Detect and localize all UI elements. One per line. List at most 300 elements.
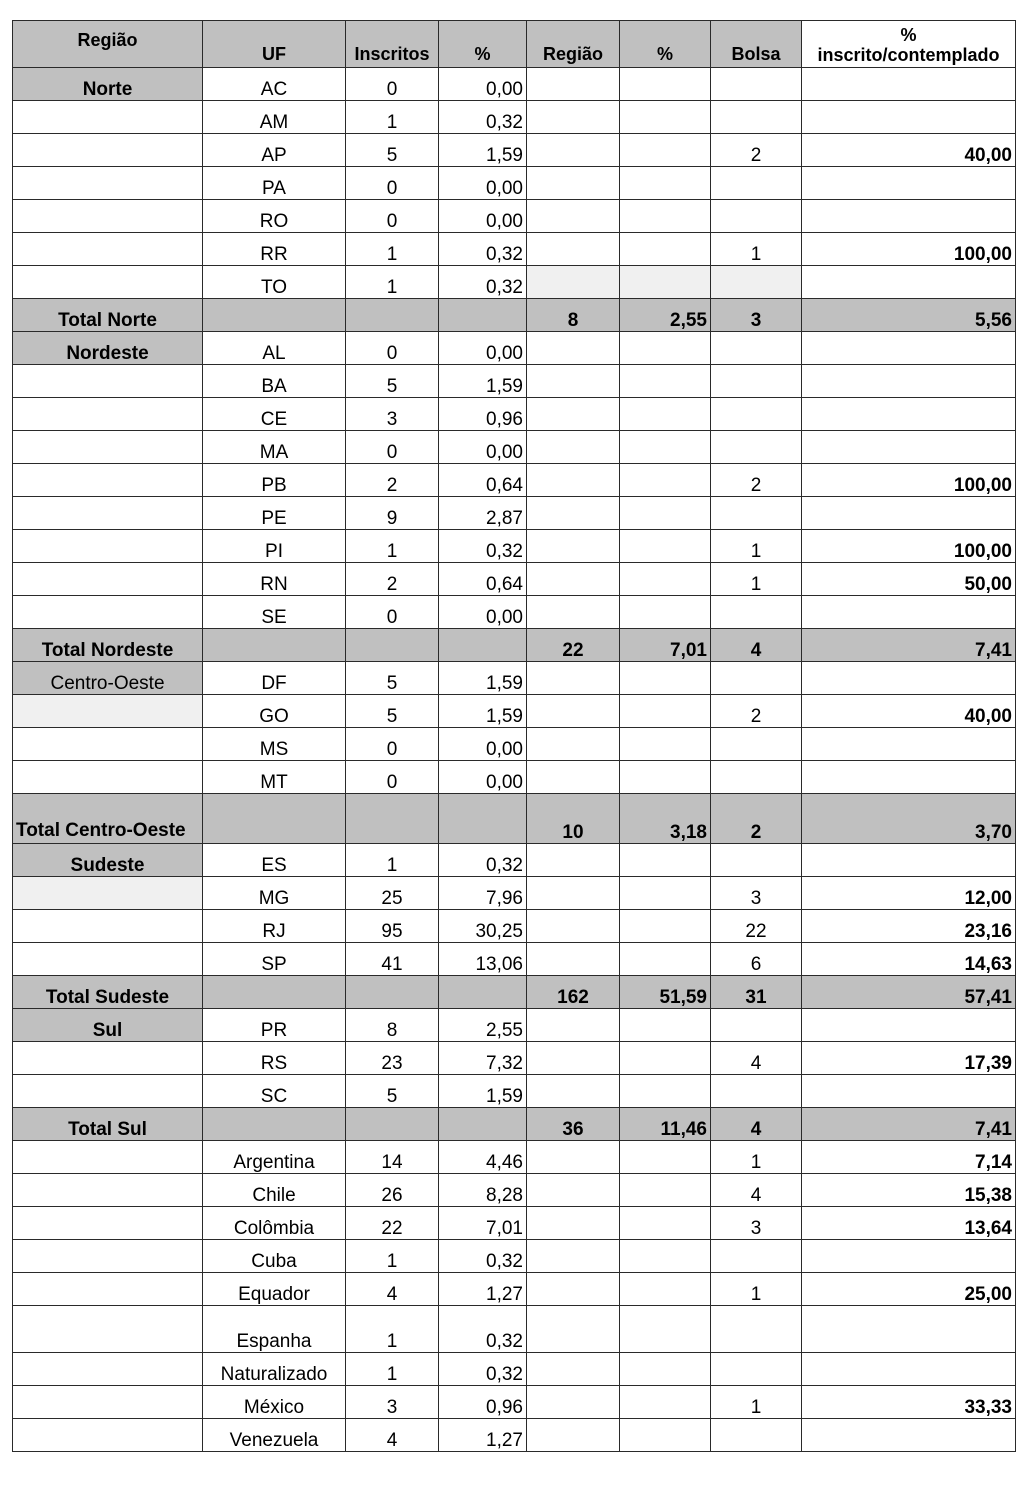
total-blank — [346, 794, 439, 844]
regiao-total-cell — [527, 530, 620, 563]
uf-cell: Chile — [203, 1174, 346, 1207]
bolsa-cell — [711, 728, 802, 761]
bolsa-cell — [711, 365, 802, 398]
ratio-cell: 23,16 — [802, 910, 1016, 943]
regiao-total-cell — [527, 1306, 620, 1353]
pct-cell: 1,27 — [439, 1273, 527, 1306]
regiao-total-cell — [527, 398, 620, 431]
pct-cell: 1,59 — [439, 1075, 527, 1108]
header-pct-label: inscrito/contemplado — [817, 45, 1000, 65]
total-label: Total Centro-Oeste — [13, 794, 203, 844]
pct-total-cell — [620, 910, 711, 943]
uf-cell: México — [203, 1386, 346, 1419]
region-cell — [13, 101, 203, 134]
pct-cell: 0,32 — [439, 1353, 527, 1386]
uf-cell: AP — [203, 134, 346, 167]
region-cell — [13, 266, 203, 299]
pct-total-cell — [620, 530, 711, 563]
uf-cell: Espanha — [203, 1306, 346, 1353]
table-row — [13, 1009, 1016, 1042]
pct-total-cell — [620, 134, 711, 167]
bolsa-cell — [711, 1306, 802, 1353]
pct-cell: 2,87 — [439, 497, 527, 530]
table-row — [13, 101, 1016, 134]
table-row — [13, 761, 1016, 794]
region-name: Centro-Oeste — [13, 662, 203, 695]
total-bolsa-cell: 2 — [711, 794, 802, 844]
inscritos-cell: 5 — [346, 695, 439, 728]
inscritos-cell: 0 — [346, 431, 439, 464]
region-cell — [13, 398, 203, 431]
total-blank — [439, 1108, 527, 1141]
regiao-total-cell — [527, 167, 620, 200]
ratio-cell — [802, 1009, 1016, 1042]
regiao-total-cell — [527, 695, 620, 728]
uf-cell: PI — [203, 530, 346, 563]
total-label: Total Sudeste — [13, 976, 203, 1009]
region-cell — [13, 728, 203, 761]
table-row — [13, 844, 1016, 877]
bolsa-cell — [711, 101, 802, 134]
table-row — [13, 1273, 1016, 1306]
region-cell — [13, 1273, 203, 1306]
region-cell — [13, 530, 203, 563]
ratio-cell — [802, 398, 1016, 431]
inscritos-cell: 5 — [346, 662, 439, 695]
regiao-total-cell — [527, 1009, 620, 1042]
header-inscritos: Inscritos — [346, 21, 439, 68]
region-cell — [13, 910, 203, 943]
total-regiao-cell: 10 — [527, 794, 620, 844]
enrollment-table — [12, 20, 1016, 1452]
region-cell — [13, 1240, 203, 1273]
inscritos-cell: 0 — [346, 332, 439, 365]
bolsa-cell: 3 — [711, 1207, 802, 1240]
ratio-cell: 7,14 — [802, 1141, 1016, 1174]
ratio-cell: 15,38 — [802, 1174, 1016, 1207]
table-row — [13, 877, 1016, 910]
region-cell — [13, 1419, 203, 1452]
regiao-total-cell — [527, 761, 620, 794]
uf-cell: Venezuela — [203, 1419, 346, 1452]
inscritos-cell: 1 — [346, 1240, 439, 1273]
uf-cell: SC — [203, 1075, 346, 1108]
regiao-total-cell — [527, 1042, 620, 1075]
regiao-total-cell — [527, 596, 620, 629]
uf-cell: RN — [203, 563, 346, 596]
total-blank — [203, 629, 346, 662]
total-blank — [346, 976, 439, 1009]
pct-cell: 0,64 — [439, 464, 527, 497]
region-name: Norte — [13, 68, 203, 101]
bolsa-cell — [711, 1353, 802, 1386]
inscritos-cell: 0 — [346, 761, 439, 794]
regiao-total-cell — [527, 365, 620, 398]
inscritos-cell: 0 — [346, 596, 439, 629]
regiao-total-cell — [527, 1075, 620, 1108]
total-bolsa-cell: 4 — [711, 1108, 802, 1141]
total-bolsa-cell: 3 — [711, 299, 802, 332]
table-row — [13, 398, 1016, 431]
regiao-total-cell — [527, 877, 620, 910]
regiao-total-cell — [527, 200, 620, 233]
pct-total-cell — [620, 1419, 711, 1452]
uf-cell: CE — [203, 398, 346, 431]
pct-cell: 30,25 — [439, 910, 527, 943]
uf-cell: MG — [203, 877, 346, 910]
region-cell — [13, 1353, 203, 1386]
bolsa-cell — [711, 200, 802, 233]
uf-cell: PE — [203, 497, 346, 530]
ratio-cell: 40,00 — [802, 695, 1016, 728]
total-ratio-cell: 7,41 — [802, 1108, 1016, 1141]
uf-cell: Colômbia — [203, 1207, 346, 1240]
uf-cell: PA — [203, 167, 346, 200]
inscritos-cell: 1 — [346, 266, 439, 299]
uf-cell: PB — [203, 464, 346, 497]
uf-cell: Cuba — [203, 1240, 346, 1273]
ratio-cell — [802, 844, 1016, 877]
table-row — [13, 1386, 1016, 1419]
ratio-cell — [802, 68, 1016, 101]
pct-cell: 0,00 — [439, 167, 527, 200]
total-pct-cell: 51,59 — [620, 976, 711, 1009]
total-ratio-cell: 7,41 — [802, 629, 1016, 662]
ratio-cell — [802, 266, 1016, 299]
pct-total-cell — [620, 728, 711, 761]
bolsa-cell — [711, 497, 802, 530]
table-row — [13, 1141, 1016, 1174]
bolsa-cell: 4 — [711, 1042, 802, 1075]
table-row — [13, 167, 1016, 200]
inscritos-cell: 1 — [346, 1306, 439, 1353]
ratio-cell: 100,00 — [802, 233, 1016, 266]
bolsa-cell: 1 — [711, 233, 802, 266]
pct-cell: 1,59 — [439, 662, 527, 695]
inscritos-cell: 25 — [346, 877, 439, 910]
regiao-total-cell — [527, 1419, 620, 1452]
pct-total-cell — [620, 1273, 711, 1306]
total-regiao-cell: 8 — [527, 299, 620, 332]
regiao-total-cell — [527, 134, 620, 167]
ratio-cell: 12,00 — [802, 877, 1016, 910]
region-cell — [13, 233, 203, 266]
regiao-total-cell — [527, 1353, 620, 1386]
inscritos-cell: 4 — [346, 1273, 439, 1306]
pct-cell: 1,59 — [439, 695, 527, 728]
regiao-total-cell — [527, 68, 620, 101]
total-row — [13, 299, 1016, 332]
pct-cell: 7,01 — [439, 1207, 527, 1240]
pct-total-cell — [620, 233, 711, 266]
table-row — [13, 728, 1016, 761]
ratio-cell — [802, 596, 1016, 629]
table-row — [13, 1042, 1016, 1075]
uf-cell: MS — [203, 728, 346, 761]
inscritos-cell: 0 — [346, 68, 439, 101]
total-bolsa-cell: 4 — [711, 629, 802, 662]
uf-cell: PR — [203, 1009, 346, 1042]
inscritos-cell: 3 — [346, 398, 439, 431]
pct-cell: 0,32 — [439, 266, 527, 299]
pct-cell: 1,27 — [439, 1419, 527, 1452]
uf-cell: DF — [203, 662, 346, 695]
bolsa-cell: 4 — [711, 1174, 802, 1207]
uf-cell: RO — [203, 200, 346, 233]
total-regiao-cell: 36 — [527, 1108, 620, 1141]
total-ratio-cell: 5,56 — [802, 299, 1016, 332]
inscritos-cell: 0 — [346, 200, 439, 233]
bolsa-cell — [711, 844, 802, 877]
inscritos-cell: 0 — [346, 167, 439, 200]
uf-cell: RS — [203, 1042, 346, 1075]
ratio-cell — [802, 167, 1016, 200]
table-row — [13, 943, 1016, 976]
total-row — [13, 794, 1016, 844]
regiao-total-cell — [527, 332, 620, 365]
bolsa-cell — [711, 167, 802, 200]
region-name: Nordeste — [13, 332, 203, 365]
pct-total-cell — [620, 101, 711, 134]
region-cell — [13, 431, 203, 464]
pct-total-cell — [620, 1306, 711, 1353]
pct-cell: 0,00 — [439, 200, 527, 233]
total-ratio-cell: 3,70 — [802, 794, 1016, 844]
pct-total-cell — [620, 761, 711, 794]
regiao-total-cell — [527, 910, 620, 943]
ratio-cell: 13,64 — [802, 1207, 1016, 1240]
ratio-cell: 25,00 — [802, 1273, 1016, 1306]
header-pct-symbol: % — [900, 25, 917, 45]
header-regiao-total: Região — [527, 21, 620, 68]
region-cell — [13, 1141, 203, 1174]
total-pct-cell: 2,55 — [620, 299, 711, 332]
total-regiao-cell: 22 — [527, 629, 620, 662]
uf-cell: MT — [203, 761, 346, 794]
bolsa-cell: 1 — [711, 1141, 802, 1174]
total-row — [13, 629, 1016, 662]
region-cell — [13, 1386, 203, 1419]
inscritos-cell: 1 — [346, 233, 439, 266]
pct-cell: 0,32 — [439, 530, 527, 563]
ratio-cell — [802, 761, 1016, 794]
pct-total-cell — [620, 1075, 711, 1108]
header-pct: % — [439, 21, 527, 68]
region-cell — [13, 497, 203, 530]
uf-cell: AM — [203, 101, 346, 134]
pct-cell: 0,00 — [439, 68, 527, 101]
pct-cell: 0,00 — [439, 332, 527, 365]
ratio-cell — [802, 497, 1016, 530]
uf-cell: GO — [203, 695, 346, 728]
total-regiao-cell: 162 — [527, 976, 620, 1009]
bolsa-cell: 22 — [711, 910, 802, 943]
pct-total-cell — [620, 1386, 711, 1419]
regiao-total-cell — [527, 266, 620, 299]
total-label: Total Norte — [13, 299, 203, 332]
table-row — [13, 1174, 1016, 1207]
region-cell — [13, 563, 203, 596]
pct-total-cell — [620, 266, 711, 299]
header-inscrito-contemplado — [802, 21, 1016, 68]
bolsa-cell: 2 — [711, 464, 802, 497]
header-uf: UF — [203, 21, 346, 68]
region-name: Sudeste — [13, 844, 203, 877]
regiao-total-cell — [527, 1386, 620, 1419]
pct-total-cell — [620, 1353, 711, 1386]
pct-total-cell — [620, 943, 711, 976]
table-row — [13, 266, 1016, 299]
pct-cell: 0,00 — [439, 761, 527, 794]
inscritos-cell: 3 — [346, 1386, 439, 1419]
pct-cell: 8,28 — [439, 1174, 527, 1207]
bolsa-cell: 1 — [711, 1386, 802, 1419]
regiao-total-cell — [527, 728, 620, 761]
table-row — [13, 431, 1016, 464]
bolsa-cell — [711, 332, 802, 365]
region-name: Sul — [13, 1009, 203, 1042]
bolsa-cell — [711, 398, 802, 431]
regiao-total-cell — [527, 662, 620, 695]
region-cell — [13, 695, 203, 728]
total-blank — [346, 629, 439, 662]
bolsa-cell: 3 — [711, 877, 802, 910]
inscritos-cell: 2 — [346, 464, 439, 497]
ratio-cell — [802, 431, 1016, 464]
regiao-total-cell — [527, 1141, 620, 1174]
ratio-cell — [802, 200, 1016, 233]
regiao-total-cell — [527, 943, 620, 976]
pct-cell: 0,00 — [439, 431, 527, 464]
pct-total-cell — [620, 497, 711, 530]
total-bolsa-cell: 31 — [711, 976, 802, 1009]
ratio-cell — [802, 1240, 1016, 1273]
region-cell — [13, 877, 203, 910]
total-row — [13, 976, 1016, 1009]
total-label: Total Sul — [13, 1108, 203, 1141]
inscritos-cell: 1 — [346, 530, 439, 563]
table-body — [13, 21, 1016, 1452]
pct-total-cell — [620, 563, 711, 596]
pct-cell: 0,32 — [439, 233, 527, 266]
ratio-cell: 100,00 — [802, 530, 1016, 563]
uf-cell: Naturalizado — [203, 1353, 346, 1386]
bolsa-cell — [711, 431, 802, 464]
pct-cell: 1,59 — [439, 134, 527, 167]
inscritos-cell: 23 — [346, 1042, 439, 1075]
total-row — [13, 1108, 1016, 1141]
inscritos-cell: 5 — [346, 365, 439, 398]
pct-cell: 13,06 — [439, 943, 527, 976]
pct-cell: 0,32 — [439, 1306, 527, 1353]
bolsa-cell — [711, 761, 802, 794]
table-row — [13, 662, 1016, 695]
total-blank — [346, 299, 439, 332]
total-label: Total Nordeste — [13, 629, 203, 662]
pct-cell: 0,96 — [439, 1386, 527, 1419]
bolsa-cell — [711, 68, 802, 101]
uf-cell: RJ — [203, 910, 346, 943]
regiao-total-cell — [527, 464, 620, 497]
uf-cell: AC — [203, 68, 346, 101]
regiao-total-cell — [527, 844, 620, 877]
regiao-total-cell — [527, 1174, 620, 1207]
inscritos-cell: 1 — [346, 844, 439, 877]
pct-cell: 4,46 — [439, 1141, 527, 1174]
ratio-cell: 33,33 — [802, 1386, 1016, 1419]
pct-cell: 0,32 — [439, 844, 527, 877]
region-cell — [13, 1207, 203, 1240]
pct-total-cell — [620, 167, 711, 200]
inscritos-cell: 26 — [346, 1174, 439, 1207]
inscritos-cell: 4 — [346, 1419, 439, 1452]
pct-cell: 0,96 — [439, 398, 527, 431]
pct-cell: 0,00 — [439, 596, 527, 629]
table-row — [13, 1353, 1016, 1386]
inscritos-cell: 8 — [346, 1009, 439, 1042]
region-cell — [13, 365, 203, 398]
regiao-total-cell — [527, 1240, 620, 1273]
inscritos-cell: 1 — [346, 1353, 439, 1386]
ratio-cell: 100,00 — [802, 464, 1016, 497]
inscritos-cell: 22 — [346, 1207, 439, 1240]
ratio-cell: 14,63 — [802, 943, 1016, 976]
inscritos-cell: 1 — [346, 101, 439, 134]
ratio-cell — [802, 1075, 1016, 1108]
pct-total-cell — [620, 662, 711, 695]
pct-total-cell — [620, 431, 711, 464]
pct-total-cell — [620, 1240, 711, 1273]
bolsa-cell: 1 — [711, 563, 802, 596]
inscritos-cell: 41 — [346, 943, 439, 976]
pct-total-cell — [620, 1009, 711, 1042]
region-cell — [13, 1075, 203, 1108]
regiao-total-cell — [527, 101, 620, 134]
table-row — [13, 530, 1016, 563]
ratio-cell — [802, 1419, 1016, 1452]
pct-total-cell — [620, 844, 711, 877]
total-pct-cell: 11,46 — [620, 1108, 711, 1141]
bolsa-cell — [711, 1240, 802, 1273]
pct-total-cell — [620, 1207, 711, 1240]
pct-cell: 0,00 — [439, 728, 527, 761]
pct-cell: 0,32 — [439, 101, 527, 134]
ratio-cell — [802, 728, 1016, 761]
table-row — [13, 695, 1016, 728]
uf-cell: BA — [203, 365, 346, 398]
pct-cell: 0,32 — [439, 1240, 527, 1273]
ratio-cell — [802, 662, 1016, 695]
pct-total-cell — [620, 877, 711, 910]
uf-cell: MA — [203, 431, 346, 464]
bolsa-cell — [711, 1075, 802, 1108]
uf-cell: AL — [203, 332, 346, 365]
pct-total-cell — [620, 695, 711, 728]
pct-cell: 1,59 — [439, 365, 527, 398]
bolsa-cell: 2 — [711, 134, 802, 167]
bolsa-cell — [711, 662, 802, 695]
uf-cell: TO — [203, 266, 346, 299]
ratio-cell: 17,39 — [802, 1042, 1016, 1075]
region-cell — [13, 943, 203, 976]
pct-total-cell — [620, 68, 711, 101]
pct-total-cell — [620, 332, 711, 365]
pct-cell: 7,32 — [439, 1042, 527, 1075]
ratio-cell: 40,00 — [802, 134, 1016, 167]
pct-cell: 0,64 — [439, 563, 527, 596]
table-row — [13, 596, 1016, 629]
table-row — [13, 200, 1016, 233]
